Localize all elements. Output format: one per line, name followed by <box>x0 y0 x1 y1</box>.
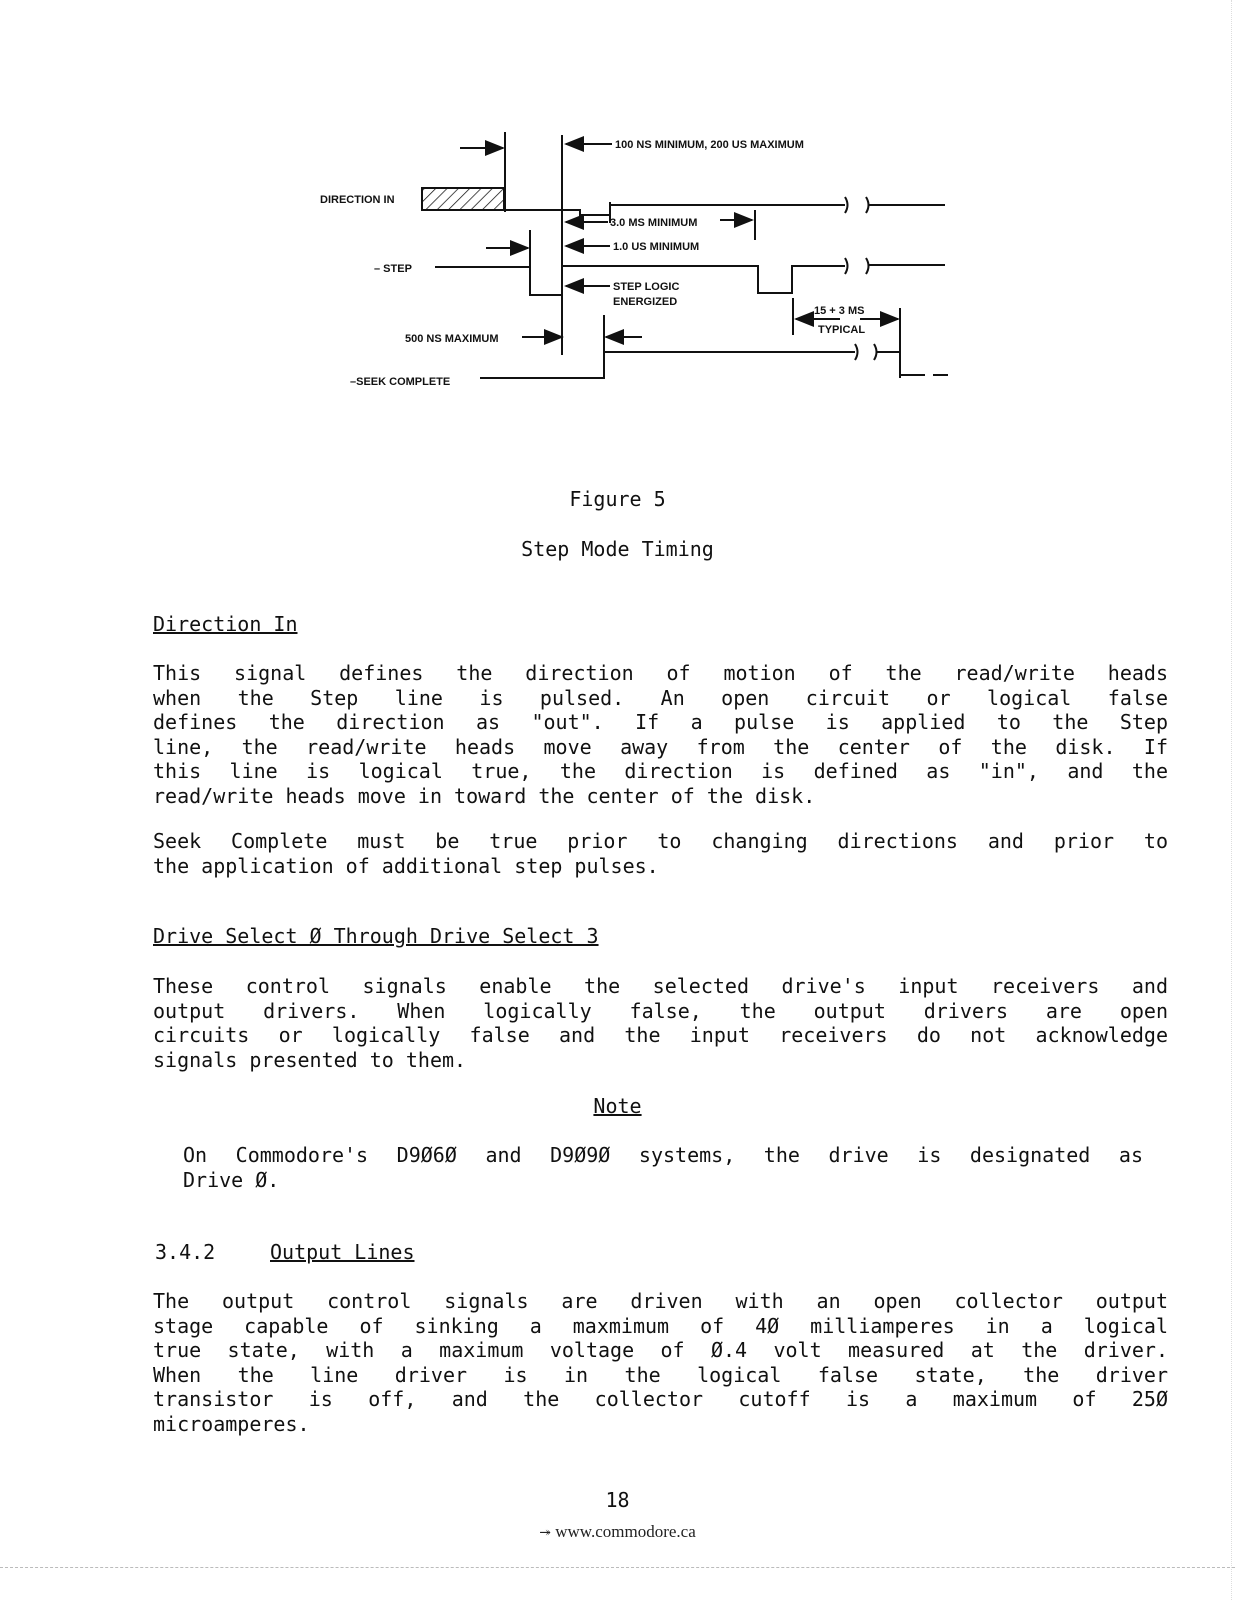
text-line: read/write heads move in toward the center of the disk. <box>153 783 816 808</box>
text-line: this line is logical true, the direction is defined as "in", and the <box>153 759 1168 783</box>
text-line: When the line driver is in the logical false state, the driver <box>153 1362 1168 1387</box>
text-line: defines the direction as "out". If a pulse is applied to the Step <box>153 710 1168 734</box>
figure-caption-number: Figure 5 <box>569 487 666 511</box>
direction-in-waveform <box>504 210 610 215</box>
label-step-logic: STEP LOGIC <box>613 281 680 293</box>
text-line: This signal defines the direction of motion of the read/write heads <box>153 661 1168 685</box>
label-step: – STEP <box>374 263 412 275</box>
text-line: output drivers. When logically false, the output drivers are open <box>153 998 1168 1023</box>
note-label: Note <box>593 1094 642 1118</box>
footer-url <box>0 1522 1235 1542</box>
note-text <box>183 1143 1143 1192</box>
text-line: transistor is off, and the collector cutoff is a maximum of 25Ø <box>153 1387 1168 1411</box>
text-line: when the Step line is pulsed. An open circuit or logical false <box>153 685 1168 710</box>
footer-url-text: www.commodore.ca <box>555 1522 696 1541</box>
text-line: true state, with a maximum voltage of Ø.4 volt measured at the driver. <box>153 1338 1168 1362</box>
text-line: stage capable of sinking a maxmimum of 4Ø milliamperes in a logical <box>153 1313 1168 1338</box>
break-mark <box>845 258 869 274</box>
label-typical: TYPICAL <box>818 324 866 336</box>
text-line: These control signals enable the selected drive's input receivers and <box>153 974 1168 998</box>
heading-note <box>0 1094 1235 1118</box>
break-mark <box>845 197 869 213</box>
step-mode-timing-diagram <box>300 120 980 410</box>
text-line: Seek Complete must be true prior to changing directions and prior to <box>153 829 1168 853</box>
direction-in-hatched-region <box>422 188 504 210</box>
seek-complete-waveform <box>480 352 855 378</box>
scan-artifact-line <box>0 1567 1235 1569</box>
drive-select-paragraph <box>153 974 1168 1072</box>
output-lines-paragraph <box>153 1289 1168 1436</box>
text-line: microamperes. <box>153 1411 310 1436</box>
label-energized: ENERGIZED <box>613 296 678 308</box>
seek-complete-paragraph <box>153 829 1168 878</box>
scan-artifact-edge <box>1231 0 1233 1600</box>
label-direction-in: DIRECTION IN <box>320 194 395 206</box>
text-line: circuits or logically false and the input receivers do not acknowledge <box>153 1023 1168 1047</box>
label-3ms: 3.0 MS MINIMUM <box>610 217 698 229</box>
heading-output-lines: Output Lines <box>270 1240 415 1264</box>
label-100ns: 100 NS MINIMUM, 200 US MAXIMUM <box>615 139 804 151</box>
label-1us: 1.0 US MINIMUM <box>613 241 700 253</box>
commodore-logo-icon: ↠ <box>539 1526 551 1541</box>
page-number: 18 <box>605 1488 630 1512</box>
seek-complete-waveform <box>876 352 925 375</box>
text-line: Drive Ø. <box>183 1167 280 1192</box>
label-15ms: 15 + 3 MS <box>814 305 865 317</box>
text-line: On Commodore's D9Ø6Ø and D9Ø9Ø systems, the drive is designated as <box>183 1143 1143 1167</box>
direction-in-paragraph <box>153 661 1168 808</box>
heading-drive-select: Drive Select Ø Through Drive Select 3 <box>153 924 599 948</box>
text-line: line, the read/write heads move away from the center of the disk. If <box>153 734 1168 759</box>
label-500ns: 500 NS MAXIMUM <box>405 333 499 345</box>
break-mark <box>855 344 877 360</box>
figure-caption-title: Step Mode Timing <box>521 537 714 561</box>
text-line: signals presented to them. <box>153 1047 467 1072</box>
text-line: the application of additional step pulses. <box>153 853 659 878</box>
text-line: The output control signals are driven with an open collector output <box>153 1289 1168 1313</box>
heading-direction-in: Direction In <box>153 612 298 636</box>
label-seek-complete: –SEEK COMPLETE <box>350 376 451 388</box>
section-number: 3.4.2 <box>155 1240 216 1264</box>
